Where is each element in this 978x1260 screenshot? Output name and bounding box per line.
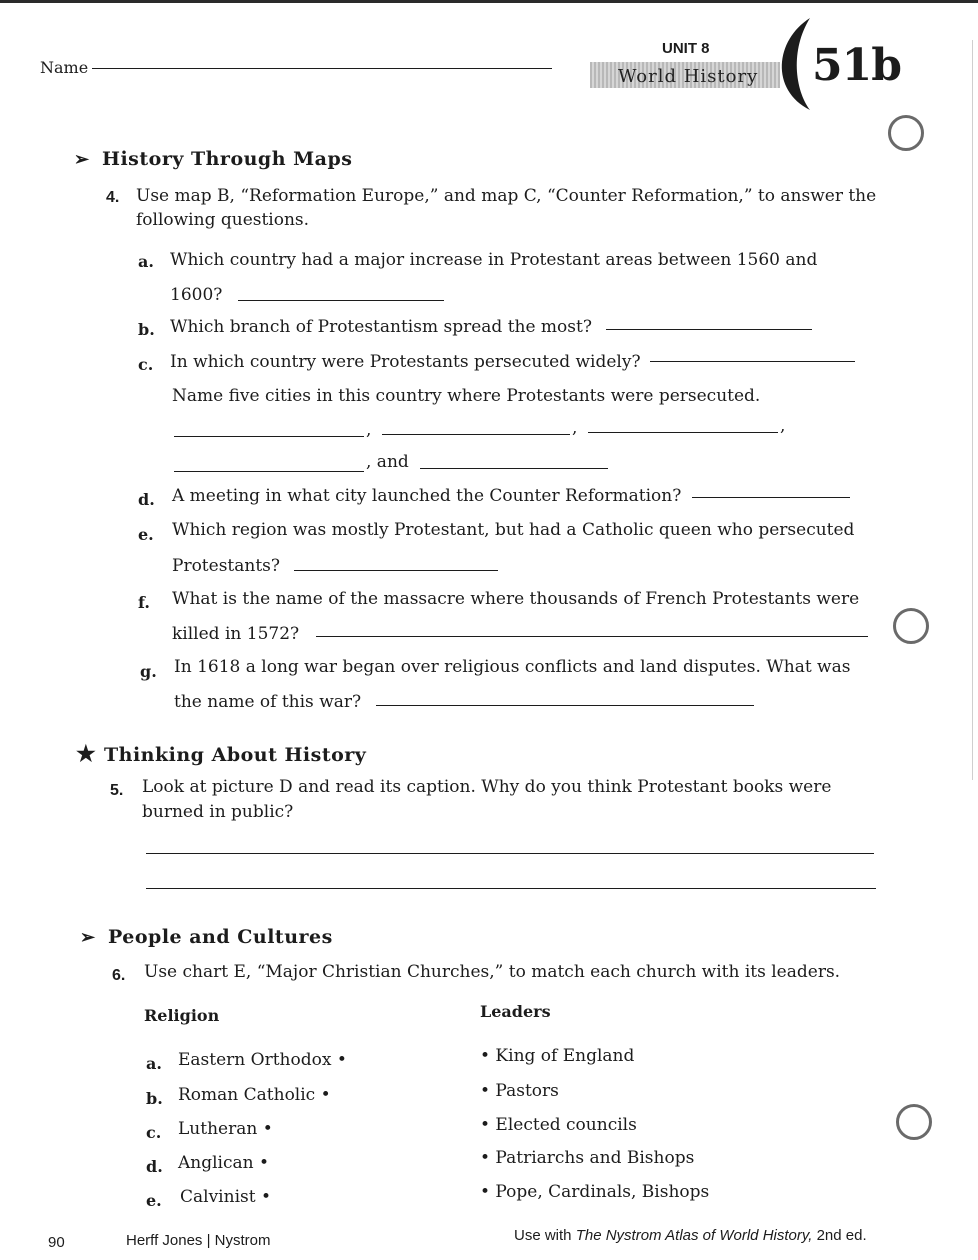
leaders-column-header: Leaders <box>480 1002 551 1021</box>
question-text: following questions. <box>136 210 310 230</box>
item-letter: a. <box>138 252 154 271</box>
answer-line[interactable] <box>692 497 850 498</box>
name-label: Name <box>40 58 89 77</box>
item-text: Protestants? <box>172 556 281 576</box>
question-number: 4. <box>106 189 120 206</box>
religion-column-header: Religion <box>144 1006 220 1025</box>
star-bullet-icon: ★ <box>76 741 97 767</box>
religion-item[interactable]: Lutheran • <box>178 1119 273 1139</box>
religion-letter: e. <box>146 1191 162 1210</box>
arrow-bullet-icon: ➢ <box>74 149 90 170</box>
item-text: Which region was mostly Protestant, but had a Catholic queen who persecuted <box>172 520 855 540</box>
question-text: Look at picture D and read its caption. Why do you think Protestant books were <box>142 777 832 797</box>
item-letter: c. <box>138 355 154 374</box>
binder-hole-icon <box>896 1104 932 1140</box>
answer-line[interactable] <box>238 300 444 301</box>
page-number: 90 <box>48 1234 65 1251</box>
religion-letter: b. <box>146 1089 163 1108</box>
answer-line[interactable] <box>382 434 570 435</box>
answer-line[interactable] <box>294 570 498 571</box>
religion-letter: a. <box>146 1054 162 1073</box>
item-letter: d. <box>138 490 155 509</box>
answer-line[interactable] <box>174 471 364 472</box>
question-number: 6. <box>112 967 126 984</box>
item-subtext: Name five cities in this country where Protestants were persecuted. <box>172 386 761 406</box>
item-text: killed in 1572? <box>172 624 300 644</box>
item-text: the name of this war? <box>174 692 362 712</box>
worksheet-number: 51b <box>812 40 901 91</box>
section-heading-thinking: ★ Thinking About History <box>76 741 367 767</box>
answer-line[interactable] <box>146 853 874 854</box>
leader-item[interactable]: • Pope, Cardinals, Bishops <box>480 1182 710 1202</box>
answer-line[interactable] <box>146 888 876 889</box>
religion-letter: d. <box>146 1157 163 1176</box>
answer-line[interactable] <box>316 636 868 637</box>
comma: , <box>780 416 786 436</box>
question-text: Use map B, “Reformation Europe,” and map C, “Counter Reformation,” to answer the <box>136 186 877 206</box>
atlas-reference: Use with The Nystrom Atlas of World History, 2nd ed. <box>514 1227 867 1244</box>
religion-item[interactable]: Calvinist • <box>180 1187 271 1207</box>
religion-letter: c. <box>146 1123 162 1142</box>
answer-line[interactable] <box>420 468 608 469</box>
comma: , <box>572 418 578 438</box>
religion-item[interactable]: Roman Catholic • <box>178 1085 331 1105</box>
comma: , <box>366 420 372 440</box>
item-text: What is the name of the massacre where thousands of French Protestants were <box>172 589 860 609</box>
religion-item[interactable]: Anglican • <box>178 1153 270 1173</box>
item-text: 1600? <box>170 285 223 305</box>
answer-line[interactable] <box>376 705 754 706</box>
question-text: Use chart E, “Major Christian Churches,” to match each church with its leaders. <box>144 962 841 982</box>
leader-item[interactable]: • Pastors <box>480 1081 559 1101</box>
item-text: A meeting in what city launched the Counter Reformation? <box>172 486 682 506</box>
answer-line[interactable] <box>650 361 855 362</box>
publisher: Herff Jones | Nystrom <box>126 1232 271 1249</box>
unit-label: UNIT 8 <box>662 40 710 57</box>
item-letter: f. <box>138 593 150 612</box>
section-heading-people: ➢ People and Cultures <box>80 926 333 948</box>
question-text: burned in public? <box>142 802 294 822</box>
item-text: Which branch of Protestantism spread the most? <box>170 317 592 337</box>
answer-line[interactable] <box>174 436 364 437</box>
item-text: In which country were Protestants persecuted widely? <box>170 352 641 372</box>
item-letter: e. <box>138 525 154 544</box>
atlas-title: The Nystrom Atlas of World History, <box>575 1227 813 1244</box>
binder-hole-icon <box>888 115 924 151</box>
leader-item[interactable]: • Patriarchs and Bishops <box>480 1148 695 1168</box>
question-number: 5. <box>110 782 124 799</box>
page-edge <box>972 40 973 780</box>
subject-title: World History <box>618 66 759 87</box>
section-heading-maps: ➢ History Through Maps <box>74 148 353 170</box>
answer-line[interactable] <box>606 329 812 330</box>
item-letter: g. <box>140 662 157 681</box>
leader-item[interactable]: • Elected councils <box>480 1115 637 1135</box>
and-word: , and <box>366 452 409 472</box>
top-border <box>0 0 978 3</box>
binder-hole-icon <box>893 608 929 644</box>
religion-item[interactable]: Eastern Orthodox • <box>178 1050 347 1070</box>
item-text: Which country had a major increase in Protestant areas between 1560 and <box>170 250 818 270</box>
name-field[interactable] <box>92 68 552 69</box>
leader-item[interactable]: • King of England <box>480 1046 635 1066</box>
answer-line[interactable] <box>588 432 778 433</box>
arrow-bullet-icon: ➢ <box>80 927 96 948</box>
item-letter: b. <box>138 320 155 339</box>
item-text: In 1618 a long war began over religious conflicts and land disputes. What was <box>174 657 851 677</box>
